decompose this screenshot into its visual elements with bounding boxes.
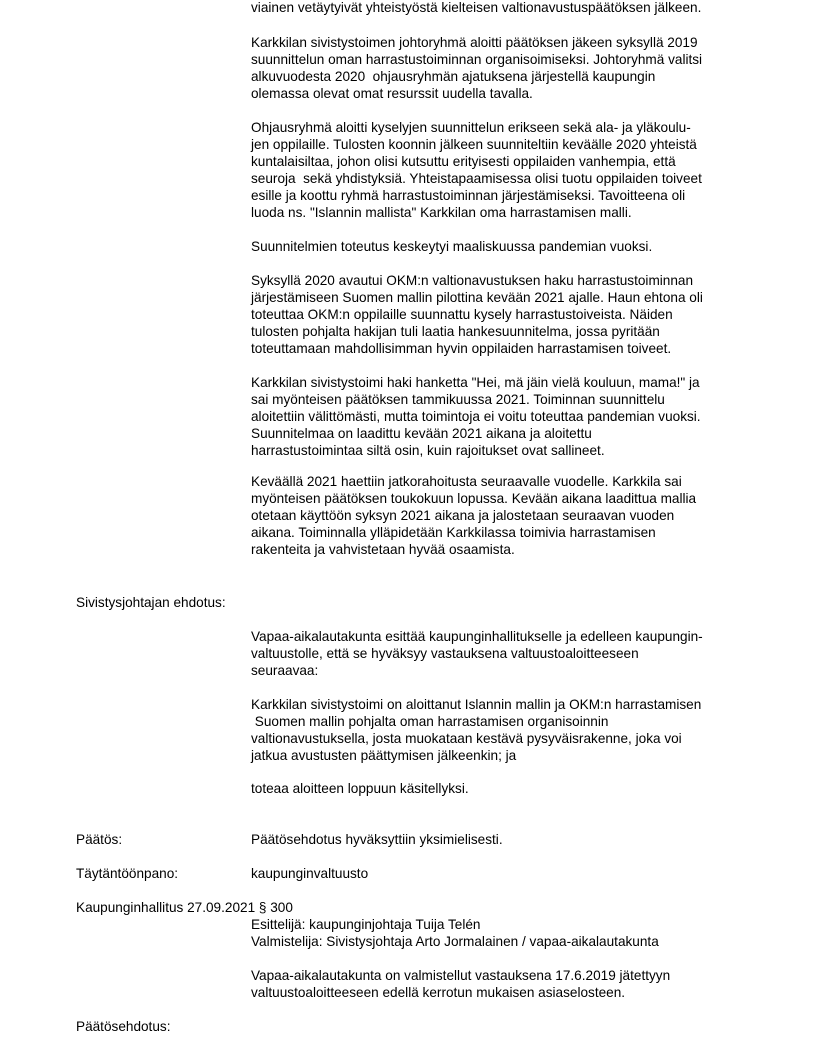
execution-text: kaupunginvaltuusto [251, 866, 369, 881]
paragraph: Ohjausryhmä aloitti kyselyjen suunnittelun erikseen sekä ala- ja yläkoulu- jen oppilaille. Tulosten koonnin jälkeen suunniteltiin keväälle 2020 yhteistä kuntalaisiltaa, johon olisi kutsuttu erityisesti oppilaiden vanhempia, että seuroja sekä yhdistyksiä. Yhteistapaamisessa olisi tuotu oppilaiden toiveet esille ja koottu ryhmä harrastustoiminnan järjestämiseksi. Tavoitteena oli luoda ns. "Islannin mallista" Karkkilan oma harrastamisen malli. [251, 120, 702, 220]
paragraph: Karkkilan sivistystoimi haki hanketta "Hei, mä jäin vielä kouluun, mama!" ja sai myönteisen päätöksen tammikuussa 2021. Toiminnan suunnittelu aloitettiin välittömästi, mutta toimintoja ei voitu toteuttaa pandemian vuoksi. Suunnitelmaa on laadittu kevään 2021 aikana ja aloitettu harrastustoimintaa siltä osin, kuin rajoitukset ovat sallineet. [251, 375, 701, 458]
decision-text: Päätösehdotus hyväksyttiin yksimielisesti. [251, 832, 503, 847]
section-label: Päätösehdotus: [76, 1019, 171, 1034]
paragraph: Karkkilan sivistystoimen johtoryhmä aloitti päätöksen jäkeen syksyllä 2019 suunnittelun oman harrastustoiminnan organisoimiseksi. Johtoryhmä valitsi alkuvuodesta 2020 ohjausryhmän ajatuksena järjestellä kaupungin olemassa olevat omat resurssit uudella tavalla. [251, 35, 703, 101]
paragraph: viainen vetäytyivät yhteistyöstä kielteisen valtionavustuspäätöksen jälkeen. [251, 0, 702, 15]
meeting-heading: Kaupunginhallitus 27.09.2021 § 300 [76, 900, 293, 915]
paragraph: Suunnitelmien toteutus keskeytyi maaliskuussa pandemian vuoksi. [251, 239, 653, 254]
preparer: Valmistelija: Sivistysjohtaja Arto Jormalainen / vapaa-aikalautakunta [251, 934, 659, 949]
paragraph: toteaa aloitteen loppuun käsitellyksi. [251, 781, 469, 796]
presenter: Esittelijä: kaupunginjohtaja Tuija Telén [251, 917, 481, 932]
section-label: Täytäntöönpano: [76, 866, 179, 881]
section-label: Päätös: [76, 832, 123, 847]
paragraph: Keväällä 2021 haettiin jatkorahoitusta seuraavalle vuodelle. Karkkila sai myönteisen päätöksen toukokuun lopussa. Kevään aikana laadittua mallia otetaan käyttöön syksyn 2021 aikana ja jalostetaan seuraavan vuoden aikana. Toiminnalla ylläpidetään Karkkilassa toimivia harrastamisen rakenteita ja vahvistetaan hyvää osaamista. [251, 474, 697, 557]
paragraph: Vapaa-aikalautakunta esittää kaupunginhallitukselle ja edelleen kaupungin- valtuustolle, että se hyväksyy vastauksena valtuustoaloitteeseen seuraavaa: [251, 629, 703, 678]
paragraph: Karkkilan sivistystoimi on aloittanut Islannin mallin ja OKM:n harrastamisen Suomen mallin pohjalta oman harrastamisen organisoinnin valtionavustuksella, josta muokataan kestävä pysyväisrakenne, joka voi jatkua avustusten päättymisen jälkeenkin; ja [251, 697, 702, 763]
paragraph: Vapaa-aikalautakunta on valmistellut vastauksena 17.6.2019 jätettyyn valtuustoaloitteeseen edellä kerrotun mukaisen asiaselosteen. [251, 968, 671, 1000]
section-label: Sivistysjohtajan ehdotus: [76, 595, 226, 610]
paragraph: Syksyllä 2020 avautui OKM:n valtionavustuksen haku harrastustoiminnan järjestämiseen Suomen mallin pilottina kevään 2021 ajalle. Haun ehtona oli toteuttaa OKM:n oppilaille suunnattu kysely harrastustoiveista. Näiden tulosten pohjalta hakijan tuli laatia hankesuunnitelma, jossa pyritään toteuttamaan mahdollisimman hyvin oppilaiden harrastamisen toiveet. [251, 273, 703, 356]
